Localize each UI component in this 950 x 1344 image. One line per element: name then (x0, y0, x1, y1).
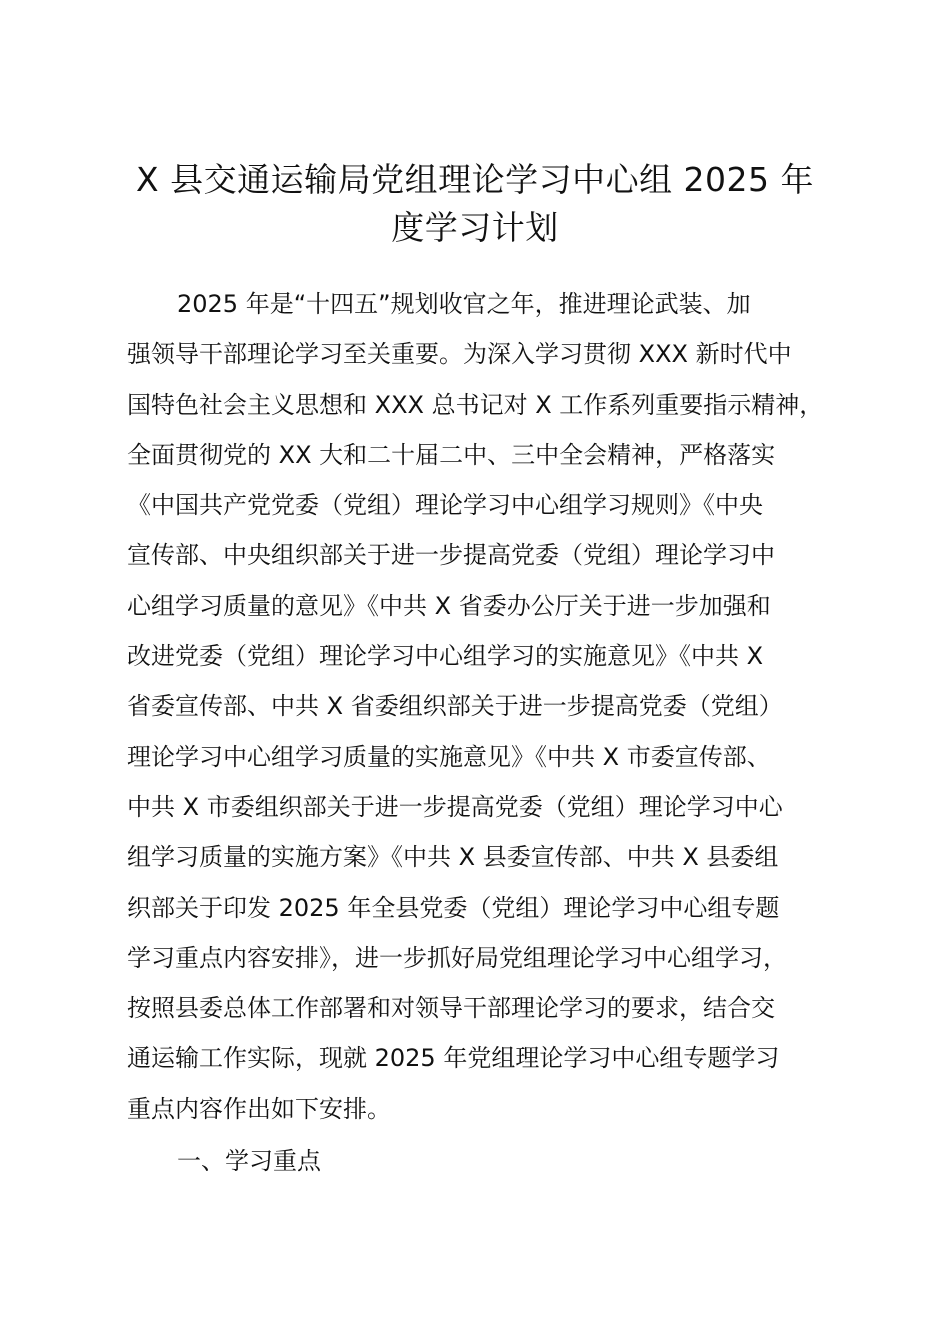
body-line: 重点内容作出如下安排。 (127, 1094, 391, 1123)
body-line: 学习重点内容安排》，进一步抓好局党组理论学习中心组学习， (127, 943, 787, 972)
body-line: 理论学习中心组学习质量的实施意见》《中共 X 市委宣传部、 (127, 742, 771, 771)
document-title (100, 156, 850, 252)
body-line: 通运输工作实际，现就 2025 年党组理论学习中心组专题学习 (127, 1044, 780, 1073)
body-line: 全面贯彻党的 XX 大和二十届二中、三中全会精神，严格落实 (127, 440, 776, 469)
body-line: 强领导干部理论学习至关重要。为深入学习贯彻 XXX 新时代中 (127, 340, 792, 369)
body-line: 2025 年是“十四五”规划收官之年，推进理论武装、加 (177, 290, 751, 318)
body-line: 心组学习质量的意见》《中共 X 省委办公厅关于进一步加强和 (127, 591, 771, 620)
body-line: 改进党委（党组）理论学习中心组学习的实施意见》《中共 X (127, 642, 764, 671)
body-line: 宣传部、中央组织部关于进一步提高党委（党组）理论学习中 (127, 541, 775, 570)
body-line: 中共 X 市委组织部关于进一步提高党委（党组）理论学习中心 (127, 792, 783, 821)
document-body (127, 279, 859, 1186)
title-line-2: 度学习计划 (391, 208, 559, 247)
body-line: 国特色社会主义思想和 XXX 总书记对 X 工作系列重要指示精神， (127, 390, 824, 419)
body-line: 织部关于印发 2025 年全县党委（党组）理论学习中心组专题 (127, 893, 780, 922)
body-line: 按照县委总体工作部署和对领导干部理论学习的要求，结合交 (127, 994, 775, 1023)
body-line: 《中国共产党党委（党组）理论学习中心组学习规则》《中央 (127, 491, 763, 520)
body-line: 省委宣传部、中共 X 省委组织部关于进一步提高党委（党组） (127, 692, 783, 721)
title-line-1: X 县交通运输局党组理论学习中心组 2025 年 (135, 160, 815, 199)
body-line: 组学习质量的实施方案》《中共 X 县委宣传部、中共 X 县委组 (127, 843, 779, 872)
section-heading: 一、学习重点 (177, 1147, 321, 1176)
